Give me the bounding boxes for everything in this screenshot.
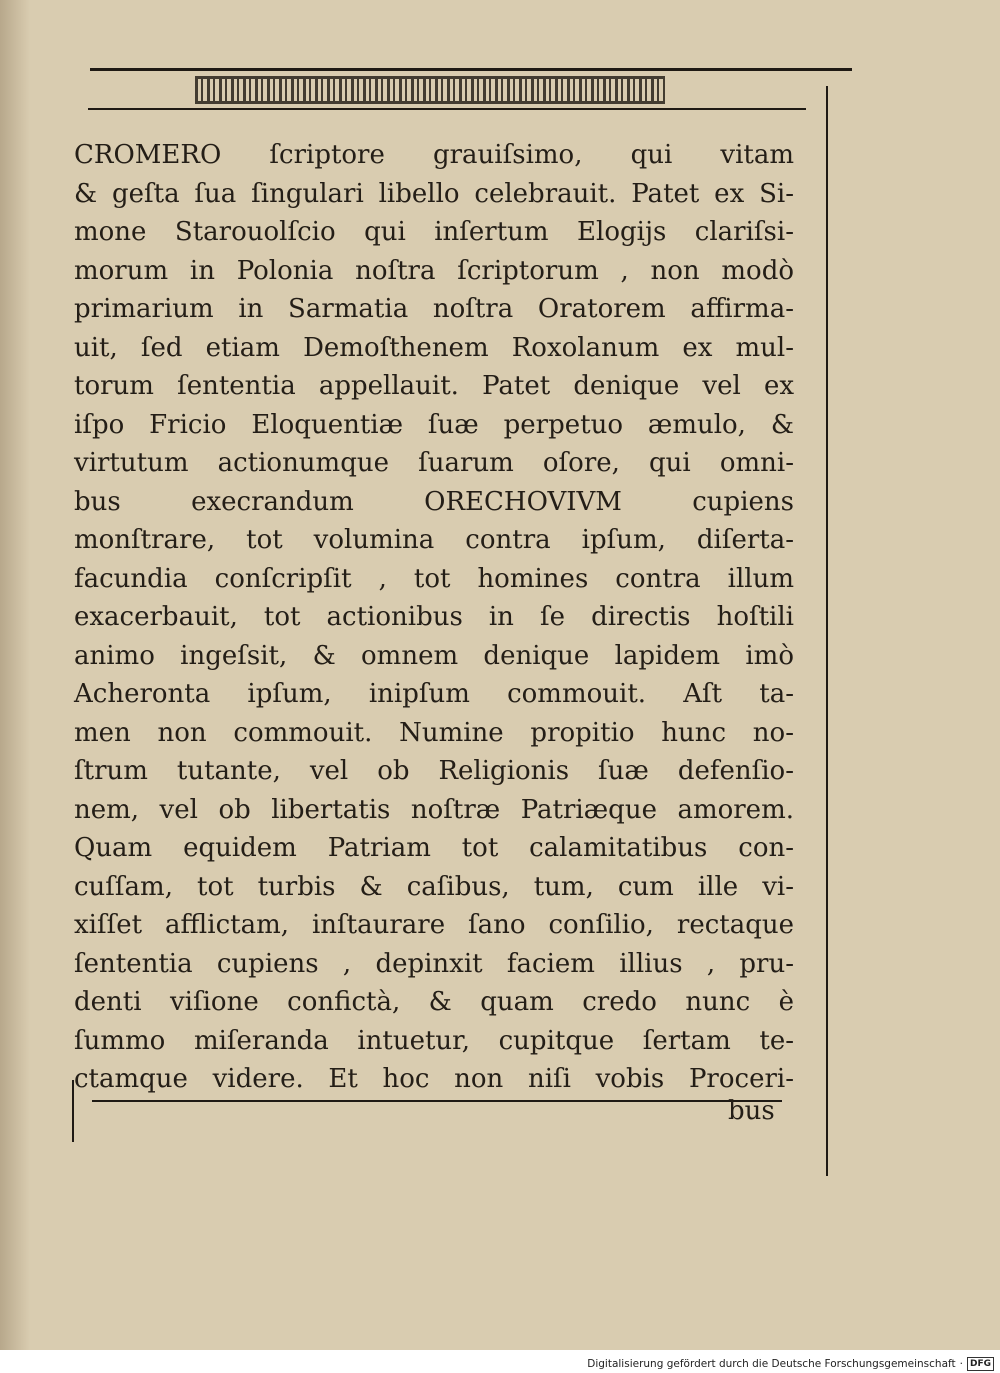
text-line: denti viſione confictà, & quam credo nunc è	[74, 987, 794, 1017]
text-line: CROMERO ſcriptore grauiſsimo, qui vitam	[74, 140, 794, 170]
catchword: bus	[728, 1096, 775, 1126]
text-line: facundia conſcripſit , tot homines contra illum	[74, 563, 794, 594]
text-line: virtutum actionumque ſuarum oſore, qui omni-	[74, 448, 794, 478]
right-margin-rule	[826, 86, 828, 1176]
text-line: ſtrum tutante, vel ob Religionis ſuæ defenſio-	[74, 756, 794, 786]
bottom-border-rule	[92, 1100, 782, 1102]
body-text	[74, 136, 794, 1099]
text-line: xiſſet afflictam, inſtaurare ſano conſilio, rectaque	[74, 910, 794, 940]
text-line: & geſta ſua ſingulari libello celebrauit. Patet ex Si-	[74, 178, 794, 209]
text-line: men non commouit. Numine propitio hunc no-	[74, 717, 794, 748]
credit-separator: ·	[959, 1358, 963, 1370]
text-line: exacerbauit, tot actionibus in ſe directis hoſtili	[74, 602, 794, 632]
text-line: primarium in Sarmatia noſtra Oratorem affirma-	[74, 294, 794, 324]
top-border-rule	[90, 68, 852, 71]
credit-text: Digitalisierung gefördert durch die Deutsche Forschungsgemeinschaft	[587, 1358, 956, 1370]
text-line: animo ingeſsit, & omnem denique lapidem imò	[74, 640, 794, 671]
text-line: morum in Polonia noſtra ſcriptorum , non modò	[74, 255, 794, 286]
ornament-underline-rule	[88, 108, 806, 110]
text-line: ſententia cupiens , depinxit faciem illius , pru-	[74, 948, 794, 979]
text-line: iſpo Fricio Eloquentiæ ſuæ perpetuo æmulo, &	[74, 409, 794, 440]
text-line: nem, vel ob libertatis noſtræ Patriæque amorem.	[74, 794, 794, 825]
text-line: mone Starouolſcio qui inſertum Elogijs clariſsi-	[74, 217, 794, 247]
text-line: cuſſam, tot turbis & caſibus, tum, cum ille vi-	[74, 871, 794, 902]
text-line: uit, ſed etiam Demoſthenem Roxolanum ex mul-	[74, 332, 794, 363]
digitization-credit	[587, 1357, 994, 1371]
text-line: monſtrare, tot volumina contra ipſum, diſerta-	[74, 525, 794, 555]
text-line: ctamque videre. Et hoc non niſi vobis Proceri-	[74, 1064, 794, 1094]
text-line: bus execrandum ORECHOVIVM cupiens	[74, 486, 794, 517]
dfg-logo-icon: DFG	[967, 1357, 994, 1371]
text-line: ſummo miſeranda intuetur, cupitque ſertam te-	[74, 1025, 794, 1056]
text-line: Acheronta ipſum, inipſum commouit. Aſt ta-	[74, 679, 794, 709]
decorative-ornament-band	[195, 76, 665, 104]
text-line: torum ſententia appellauit. Patet denique vel ex	[74, 371, 794, 401]
text-line: Quam equidem Patriam tot calamitatibus con-	[74, 833, 794, 863]
